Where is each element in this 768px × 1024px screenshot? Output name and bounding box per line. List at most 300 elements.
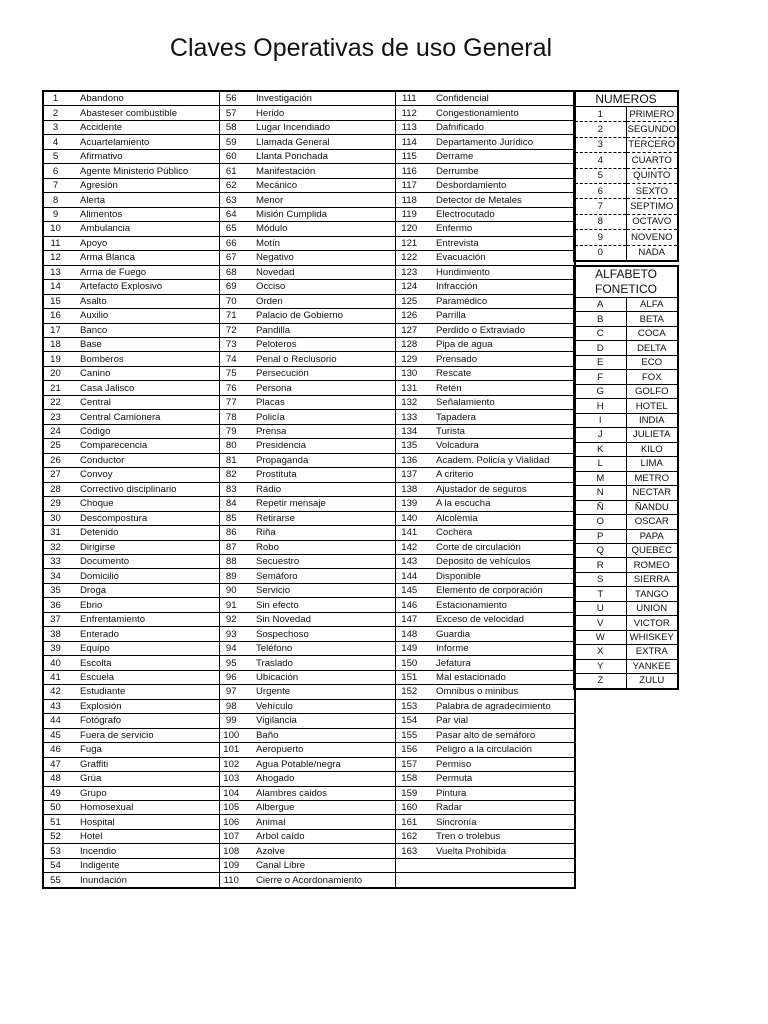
code-number <box>395 873 433 888</box>
code-meaning: Motín <box>253 236 395 250</box>
code-meaning: Baño <box>253 728 395 742</box>
code-number: 76 <box>219 381 253 395</box>
code-number: 159 <box>395 786 433 800</box>
code-meaning: Parrilla <box>433 309 575 323</box>
code-meaning: Inundación <box>77 873 219 888</box>
table-row <box>574 384 678 398</box>
code-meaning: Agresión <box>77 178 219 192</box>
table-row <box>43 164 575 178</box>
code-number: 99 <box>219 714 253 728</box>
code-number: 125 <box>395 294 433 308</box>
digit-word: OCTAVO <box>626 214 678 229</box>
letter: D <box>574 341 626 355</box>
code-number: 92 <box>219 612 253 626</box>
code-number: 138 <box>395 482 433 496</box>
table-row <box>43 526 575 540</box>
phonetic-word: SIERRA <box>626 572 678 586</box>
phonetic-word: QUEBEC <box>626 543 678 557</box>
letter: Ñ <box>574 500 626 514</box>
code-number: 156 <box>395 743 433 757</box>
code-meaning: Convoy <box>77 468 219 482</box>
code-meaning: Cochera <box>433 526 575 540</box>
digit: 4 <box>574 153 626 168</box>
table-row <box>43 468 575 482</box>
code-meaning: Artefacto Explosivo <box>77 280 219 294</box>
table-row <box>43 728 575 742</box>
code-number: 77 <box>219 395 253 409</box>
table-row <box>574 543 678 557</box>
code-meaning: Herido <box>253 106 395 120</box>
table-row <box>43 149 575 163</box>
code-meaning: Central Camionera <box>77 410 219 424</box>
code-number: 1 <box>43 91 77 106</box>
code-meaning: Sin Novedad <box>253 612 395 626</box>
code-number: 27 <box>43 468 77 482</box>
phonetic-alphabet-table <box>573 265 679 690</box>
page-title: Claves Operativas de uso General <box>169 34 553 62</box>
code-meaning: Droga <box>77 583 219 597</box>
code-number: 135 <box>395 439 433 453</box>
letter: W <box>574 630 626 644</box>
phonetic-word: HOTEL <box>626 399 678 413</box>
code-number: 57 <box>219 106 253 120</box>
code-number: 96 <box>219 670 253 684</box>
code-meaning: Propaganda <box>253 453 395 467</box>
code-number: 111 <box>395 91 433 106</box>
letter: V <box>574 616 626 630</box>
codes-table <box>42 90 576 889</box>
code-meaning <box>433 873 575 888</box>
code-meaning: Peligro a la circulación <box>433 743 575 757</box>
letter: G <box>574 384 626 398</box>
letter: I <box>574 413 626 427</box>
table-row <box>43 453 575 467</box>
table-row <box>43 555 575 569</box>
code-number: 149 <box>395 641 433 655</box>
code-number: 17 <box>43 323 77 337</box>
code-number: 41 <box>43 670 77 684</box>
code-number: 53 <box>43 844 77 858</box>
digit: 5 <box>574 168 626 183</box>
code-meaning: Secuestro <box>253 555 395 569</box>
letter: Y <box>574 659 626 673</box>
code-meaning: Casa Jalisco <box>77 381 219 395</box>
code-number: 121 <box>395 236 433 250</box>
code-meaning: Persecución <box>253 366 395 380</box>
digit-word: CUARTO <box>626 153 678 168</box>
digit-word: TERCERO <box>626 137 678 152</box>
digit: 0 <box>574 245 626 261</box>
code-meaning: Grupo <box>77 786 219 800</box>
code-number: 158 <box>395 772 433 786</box>
code-number: 82 <box>219 468 253 482</box>
digit: 1 <box>574 107 626 122</box>
code-meaning <box>433 858 575 872</box>
code-number: 132 <box>395 395 433 409</box>
code-number: 13 <box>43 265 77 279</box>
table-row <box>43 540 575 554</box>
code-meaning: Investigación <box>253 91 395 106</box>
table-row <box>43 873 575 888</box>
code-meaning: Infracción <box>433 280 575 294</box>
table-row <box>574 558 678 572</box>
code-number: 103 <box>219 772 253 786</box>
code-meaning: Canal Libre <box>253 858 395 872</box>
code-number: 44 <box>43 714 77 728</box>
code-meaning: Menor <box>253 193 395 207</box>
code-meaning: Exceso de velocidad <box>433 612 575 626</box>
code-meaning: Sincronía <box>433 815 575 829</box>
code-meaning: Indigente <box>77 858 219 872</box>
table-row <box>43 829 575 843</box>
code-meaning: Ubicación <box>253 670 395 684</box>
code-meaning: Negativo <box>253 251 395 265</box>
code-number: 104 <box>219 786 253 800</box>
code-meaning: Occiso <box>253 280 395 294</box>
phonetic-word: KILO <box>626 442 678 456</box>
code-meaning: Prensa <box>253 424 395 438</box>
code-meaning: Penal o Reclusorio <box>253 352 395 366</box>
table-row <box>574 230 678 245</box>
phonetic-heading-line2: FONETICO <box>595 282 657 296</box>
code-number: 116 <box>395 164 433 178</box>
code-number: 113 <box>395 120 433 134</box>
code-number: 154 <box>395 714 433 728</box>
code-meaning: Dirigirse <box>77 540 219 554</box>
table-row <box>43 424 575 438</box>
code-number: 8 <box>43 193 77 207</box>
digit: 9 <box>574 230 626 245</box>
code-meaning: Par vial <box>433 714 575 728</box>
table-row <box>574 572 678 586</box>
code-number: 2 <box>43 106 77 120</box>
code-number: 28 <box>43 482 77 496</box>
phonetic-word: FOX <box>626 370 678 384</box>
code-meaning: Persona <box>253 381 395 395</box>
code-number: 139 <box>395 497 433 511</box>
table-row <box>43 800 575 814</box>
code-meaning: Rádio <box>253 482 395 496</box>
code-number: 101 <box>219 743 253 757</box>
code-meaning: Hospital <box>77 815 219 829</box>
code-meaning: Central <box>77 395 219 409</box>
phonetic-word: PAPA <box>626 529 678 543</box>
table-row <box>574 486 678 500</box>
code-meaning: Lugar Incendiado <box>253 120 395 134</box>
code-meaning: Base <box>77 337 219 351</box>
code-meaning: Teléfono <box>253 641 395 655</box>
table-row <box>43 641 575 655</box>
code-meaning: Orden <box>253 294 395 308</box>
code-meaning: Enfermo <box>433 222 575 236</box>
table-row <box>43 627 575 641</box>
letter: E <box>574 355 626 369</box>
code-meaning: Perdido o Extraviado <box>433 323 575 337</box>
code-number: 120 <box>395 222 433 236</box>
letter: C <box>574 326 626 340</box>
code-number: 32 <box>43 540 77 554</box>
table-row <box>43 583 575 597</box>
table-row <box>43 699 575 713</box>
table-row <box>574 245 678 261</box>
letter: Q <box>574 543 626 557</box>
code-meaning: Permuta <box>433 772 575 786</box>
code-number: 50 <box>43 800 77 814</box>
letter: U <box>574 601 626 615</box>
code-number: 34 <box>43 569 77 583</box>
code-number: 6 <box>43 164 77 178</box>
code-number: 42 <box>43 685 77 699</box>
table-row <box>43 91 575 106</box>
letter: R <box>574 558 626 572</box>
table-row <box>574 674 678 689</box>
table-row <box>43 410 575 424</box>
code-meaning: Explosión <box>77 699 219 713</box>
code-number: 144 <box>395 569 433 583</box>
code-number: 20 <box>43 366 77 380</box>
digit-word: SEXTO <box>626 183 678 198</box>
table-row <box>574 153 678 168</box>
code-meaning: Incendio <box>77 844 219 858</box>
code-meaning: Derrame <box>433 149 575 163</box>
code-number: 5 <box>43 149 77 163</box>
table-row <box>574 107 678 122</box>
code-number: 109 <box>219 858 253 872</box>
code-number: 107 <box>219 829 253 843</box>
code-meaning: Domicilio <box>77 569 219 583</box>
table-row <box>43 482 575 496</box>
phonetic-word: DELTA <box>626 341 678 355</box>
phonetic-word: GOLFO <box>626 384 678 398</box>
phonetic-heading-line1: ALFABETO <box>595 267 657 281</box>
code-meaning: Paramédico <box>433 294 575 308</box>
table-row <box>574 601 678 615</box>
table-row <box>43 656 575 670</box>
code-number: 124 <box>395 280 433 294</box>
letter: O <box>574 515 626 529</box>
phonetic-word: TANGO <box>626 587 678 601</box>
phonetic-word: INDIA <box>626 413 678 427</box>
code-meaning: Entrevista <box>433 236 575 250</box>
code-number: 58 <box>219 120 253 134</box>
letter: L <box>574 457 626 471</box>
code-meaning: Sospechoso <box>253 627 395 641</box>
code-meaning: Prostituta <box>253 468 395 482</box>
code-number: 64 <box>219 207 253 221</box>
digit-word: NOVENO <box>626 230 678 245</box>
table-row <box>574 168 678 183</box>
code-meaning: Informe <box>433 641 575 655</box>
code-meaning: Dafnificado <box>433 120 575 134</box>
table-row <box>43 120 575 134</box>
code-number: 98 <box>219 699 253 713</box>
code-number: 119 <box>395 207 433 221</box>
code-meaning: Alambres caidos <box>253 786 395 800</box>
code-meaning: Rescate <box>433 366 575 380</box>
phonetic-word: JULIETA <box>626 428 678 442</box>
phonetic-word: ZULU <box>626 674 678 689</box>
code-meaning: Peloteros <box>253 337 395 351</box>
code-meaning: Volcadura <box>433 439 575 453</box>
code-number: 155 <box>395 728 433 742</box>
code-number: 23 <box>43 410 77 424</box>
code-meaning: Placas <box>253 395 395 409</box>
code-meaning: Comparecencia <box>77 439 219 453</box>
table-row <box>43 844 575 858</box>
code-number: 102 <box>219 757 253 771</box>
table-row <box>574 457 678 471</box>
code-number: 93 <box>219 627 253 641</box>
table-row <box>43 207 575 221</box>
code-meaning: Prensado <box>433 352 575 366</box>
code-meaning: Escolta <box>77 656 219 670</box>
phonetic-word: METRO <box>626 471 678 485</box>
code-meaning: Afirmativo <box>77 149 219 163</box>
code-meaning: Corte de circulación <box>433 540 575 554</box>
code-number: 37 <box>43 612 77 626</box>
table-row <box>43 685 575 699</box>
code-meaning: Señalamiento <box>433 395 575 409</box>
code-number: 152 <box>395 685 433 699</box>
code-meaning: Banco <box>77 323 219 337</box>
table-row <box>43 352 575 366</box>
table-row <box>43 670 575 684</box>
code-meaning: Mal estacionado <box>433 670 575 684</box>
code-number: 12 <box>43 251 77 265</box>
code-number: 140 <box>395 511 433 525</box>
phonetic-word: ECO <box>626 355 678 369</box>
code-number: 106 <box>219 815 253 829</box>
table-row <box>43 251 575 265</box>
code-meaning: Documento <box>77 555 219 569</box>
code-meaning: Llanta Ponchada <box>253 149 395 163</box>
code-meaning: Academ. Policía y Vialidad <box>433 453 575 467</box>
digit-word: QUINTO <box>626 168 678 183</box>
code-meaning: Fuga <box>77 743 219 757</box>
table-row <box>574 355 678 369</box>
code-number: 130 <box>395 366 433 380</box>
code-meaning: Mecánico <box>253 178 395 192</box>
code-number: 68 <box>219 265 253 279</box>
code-meaning: Azolve <box>253 844 395 858</box>
phonetic-word: UNION <box>626 601 678 615</box>
code-number: 115 <box>395 149 433 163</box>
code-number: 151 <box>395 670 433 684</box>
code-number: 72 <box>219 323 253 337</box>
code-meaning: Abasteser combustible <box>77 106 219 120</box>
code-meaning: Descompostura <box>77 511 219 525</box>
code-number: 31 <box>43 526 77 540</box>
table-row <box>574 645 678 659</box>
code-number: 47 <box>43 757 77 771</box>
code-number: 35 <box>43 583 77 597</box>
code-number: 157 <box>395 757 433 771</box>
code-meaning: Congestionamiento <box>433 106 575 120</box>
table-row <box>574 298 678 312</box>
code-meaning: Alerta <box>77 193 219 207</box>
code-number: 19 <box>43 352 77 366</box>
code-meaning: Accidente <box>77 120 219 134</box>
code-number: 150 <box>395 656 433 670</box>
table-row <box>574 442 678 456</box>
code-number: 141 <box>395 526 433 540</box>
code-meaning: A la escucha <box>433 497 575 511</box>
code-meaning: Apoyo <box>77 236 219 250</box>
code-number: 162 <box>395 829 433 843</box>
code-number: 65 <box>219 222 253 236</box>
letter: B <box>574 312 626 326</box>
code-number: 45 <box>43 728 77 742</box>
code-number: 105 <box>219 800 253 814</box>
code-number: 87 <box>219 540 253 554</box>
letter: M <box>574 471 626 485</box>
code-meaning: Permiso <box>433 757 575 771</box>
table-row <box>43 395 575 409</box>
letter: K <box>574 442 626 456</box>
letter: T <box>574 587 626 601</box>
code-number: 14 <box>43 280 77 294</box>
table-row <box>574 471 678 485</box>
code-meaning: Vehículo <box>253 699 395 713</box>
code-number: 143 <box>395 555 433 569</box>
code-number: 153 <box>395 699 433 713</box>
code-meaning: Pandilla <box>253 323 395 337</box>
letter: F <box>574 370 626 384</box>
code-number: 78 <box>219 410 253 424</box>
code-number: 88 <box>219 555 253 569</box>
phonetic-word: VICTOR <box>626 616 678 630</box>
code-number: 80 <box>219 439 253 453</box>
code-number: 134 <box>395 424 433 438</box>
code-number: 73 <box>219 337 253 351</box>
code-number: 39 <box>43 641 77 655</box>
table-row <box>43 497 575 511</box>
table-row <box>574 137 678 152</box>
code-meaning: Repetir mensaje <box>253 497 395 511</box>
letter: A <box>574 298 626 312</box>
table-row <box>574 515 678 529</box>
digit: 2 <box>574 122 626 137</box>
code-number: 146 <box>395 598 433 612</box>
table-row <box>43 135 575 149</box>
code-meaning: Semáforo <box>253 569 395 583</box>
table-row <box>43 612 575 626</box>
code-number: 81 <box>219 453 253 467</box>
code-number: 75 <box>219 366 253 380</box>
table-row <box>574 370 678 384</box>
code-number: 15 <box>43 294 77 308</box>
code-meaning: Retén <box>433 381 575 395</box>
code-number: 89 <box>219 569 253 583</box>
code-number: 85 <box>219 511 253 525</box>
code-meaning: Palacio de Gobierno <box>253 309 395 323</box>
letter: P <box>574 529 626 543</box>
code-number: 112 <box>395 106 433 120</box>
table-row <box>43 337 575 351</box>
code-meaning: Aeropuerto <box>253 743 395 757</box>
numbers-table <box>573 90 679 262</box>
code-meaning: Radar <box>433 800 575 814</box>
code-meaning: Enfrentamiento <box>77 612 219 626</box>
code-meaning: Presidencia <box>253 439 395 453</box>
code-number: 3 <box>43 120 77 134</box>
table-row <box>43 381 575 395</box>
code-number: 11 <box>43 236 77 250</box>
digit: 6 <box>574 183 626 198</box>
code-meaning: Vigilancia <box>253 714 395 728</box>
table-row <box>43 569 575 583</box>
code-number: 117 <box>395 178 433 192</box>
